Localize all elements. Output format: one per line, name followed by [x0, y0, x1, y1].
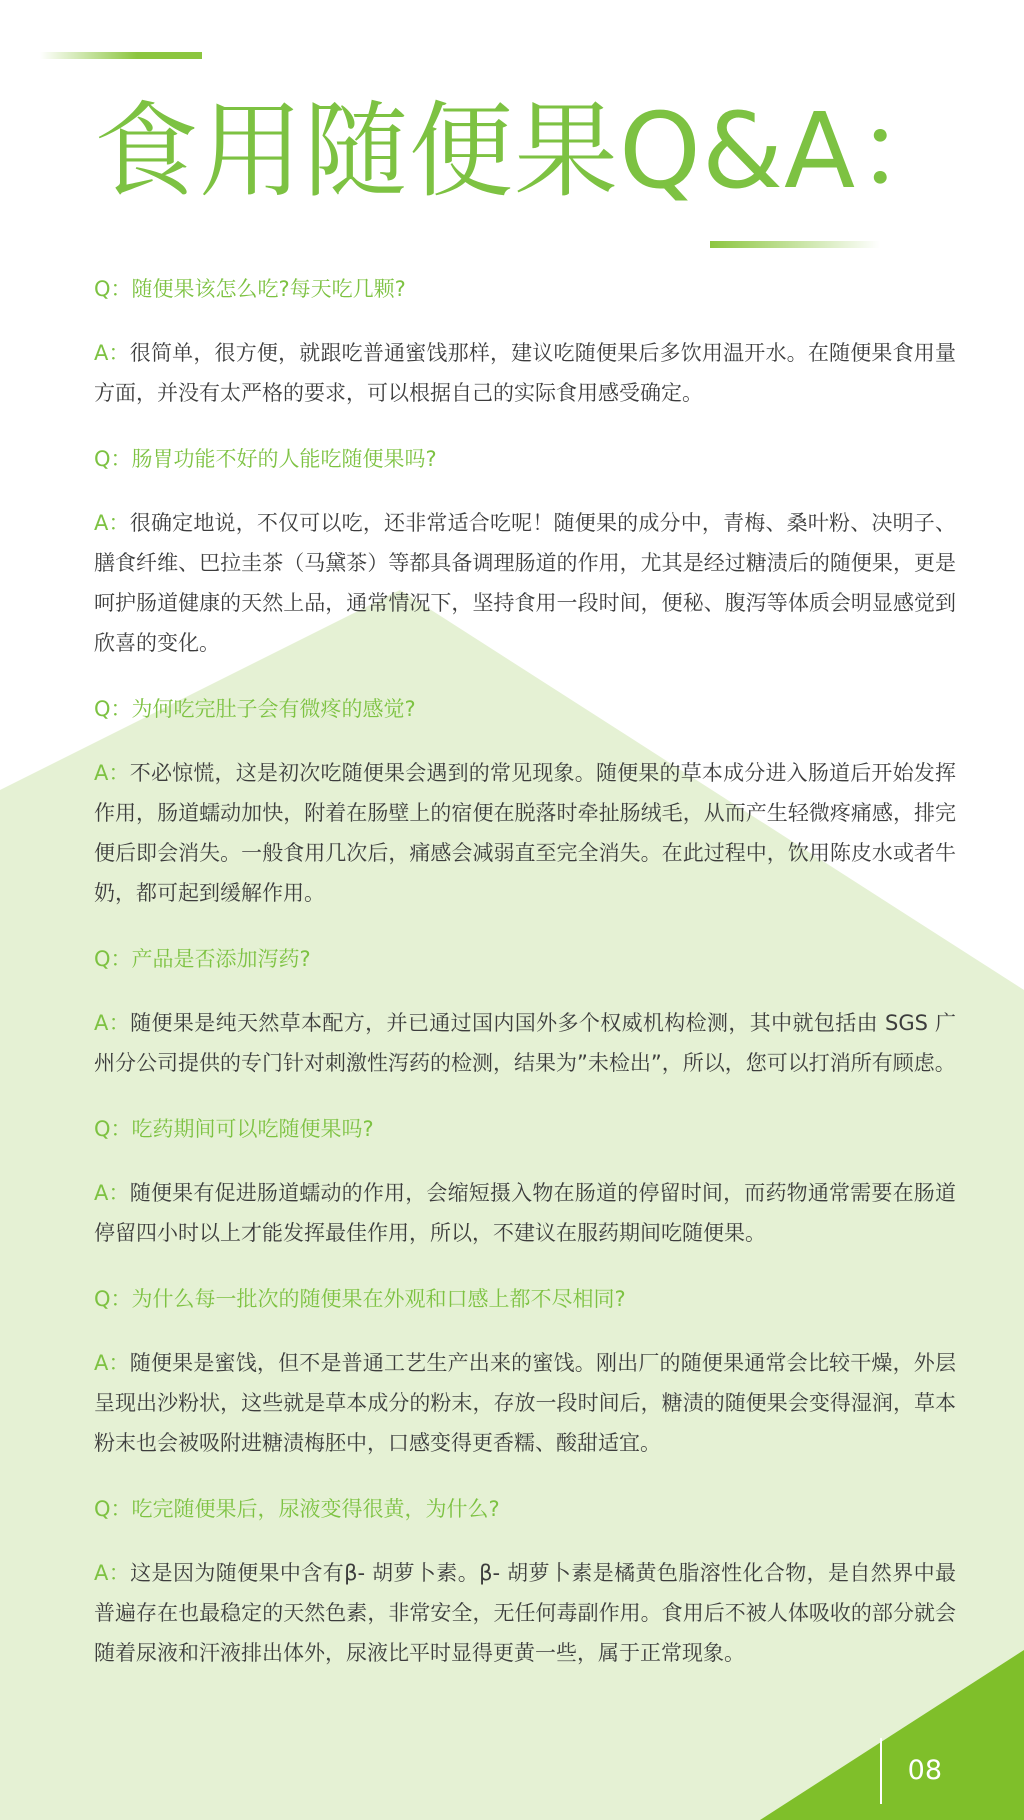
question-text: 吃药期间可以吃随便果吗? [131, 1117, 374, 1141]
question-prefix: Q： [94, 1287, 132, 1311]
answer-text: 很确定地说，不仅可以吃，还非常适合吃呢！随便果的成分中，青梅、桑叶粉、决明子、膳食纤维、巴拉圭茶（马黛茶）等都具备调理肠道的作用，尤其是经过糖渍后的随便果，更是呵护肠道健康的天然上品，通常情况下，坚持食用一段时间，便秘、腹泻等体质会明显感觉到欣喜的变化。 [94, 511, 956, 655]
question-text: 随便果该怎么吃?每天吃几颗? [131, 277, 406, 301]
page-number: 08 [907, 1755, 942, 1786]
question [94, 1492, 956, 1526]
question-prefix: Q： [94, 947, 132, 971]
page-title: 食用随便果Q&A： [94, 90, 962, 212]
question [94, 272, 956, 306]
decorative-line-title [710, 241, 880, 248]
question-text: 为何吃完肚子会有微疼的感觉? [131, 697, 416, 721]
question [94, 1112, 956, 1146]
answer [94, 1003, 956, 1083]
question-text: 为什么每一批次的随便果在外观和口感上都不尽相同? [131, 1287, 626, 1311]
qa-item-4 [94, 942, 956, 1083]
qa-item-6 [94, 1282, 956, 1463]
answer [94, 753, 956, 913]
answer [94, 1343, 956, 1463]
answer-prefix: A： [94, 1561, 131, 1585]
qa-item-3 [94, 692, 956, 913]
question-prefix: Q： [94, 1117, 132, 1141]
question-text: 产品是否添加泻药? [131, 947, 311, 971]
answer-prefix: A： [94, 1351, 130, 1375]
question-text: 肠胃功能不好的人能吃随便果吗? [131, 447, 437, 471]
answer-prefix: A： [94, 1011, 131, 1035]
qa-item-5 [94, 1112, 956, 1253]
question [94, 1282, 956, 1316]
page-number-divider [880, 1738, 882, 1804]
question-prefix: Q： [94, 1497, 132, 1521]
answer-text: 很简单，很方便，就跟吃普通蜜饯那样，建议吃随便果后多饮用温开水。在随便果食用量方面，并没有太严格的要求，可以根据自己的实际食用感受确定。 [94, 341, 956, 405]
question-text: 吃完随便果后，尿液变得很黄，为什么? [131, 1497, 500, 1521]
question [94, 942, 956, 976]
answer-prefix: A： [94, 511, 130, 535]
answer-prefix: A： [94, 1181, 130, 1205]
answer-text: 随便果是纯天然草本配方，并已通过国内国外多个权威机构检测，其中就包括由 SGS 广州分公司提供的专门针对刺激性泻药的检测，结果为”未检出”，所以，您可以打消所有顾虑。 [94, 1011, 956, 1075]
answer [94, 333, 956, 413]
answer-text: 不必惊慌，这是初次吃随便果会遇到的常见现象。随便果的草本成分进入肠道后开始发挥作用，肠道蠕动加快，附着在肠壁上的宿便在脱落时牵扯肠绒毛，从而产生轻微疼痛感，排完便后即会消失。一般食用几次后，痛感会减弱直至完全消失。在此过程中，饮用陈皮水或者牛奶，都可起到缓解作用。 [94, 761, 956, 905]
answer-text: 随便果是蜜饯，但不是普通工艺生产出来的蜜饯。刚出厂的随便果通常会比较干燥，外层呈现出沙粉状，这些就是草本成分的粉末，存放一段时间后，糖渍的随便果会变得湿润，草本粉末也会被吸附进糖渍梅胚中，口感变得更香糯、酸甜适宜。 [94, 1351, 956, 1455]
answer-prefix: A： [94, 761, 130, 785]
qa-list [94, 272, 956, 1702]
answer [94, 1553, 956, 1673]
qa-item-2 [94, 442, 956, 663]
answer-prefix: A： [94, 341, 130, 365]
question-prefix: Q： [94, 447, 132, 471]
answer-text: 随便果有促进肠道蠕动的作用，会缩短摄入物在肠道的停留时间，而药物通常需要在肠道停留四小时以上才能发挥最佳作用，所以，不建议在服药期间吃随便果。 [94, 1181, 956, 1245]
answer [94, 503, 956, 663]
question-prefix: Q： [94, 277, 132, 301]
answer-text: 这是因为随便果中含有β- 胡萝卜素。β- 胡萝卜素是橘黄色脂溶性化合物，是自然界中最普遍存在也最稳定的天然色素，非常安全，无任何毒副作用。食用后不被人体吸收的部分就会随着尿液和汗液排出体外，尿液比平时显得更黄一些，属于正常现象。 [94, 1561, 956, 1665]
answer [94, 1173, 956, 1253]
qa-item-1 [94, 272, 956, 413]
question [94, 442, 956, 476]
decorative-line-top [40, 52, 202, 59]
question-prefix: Q： [94, 697, 132, 721]
question [94, 692, 956, 726]
qa-item-7 [94, 1492, 956, 1673]
